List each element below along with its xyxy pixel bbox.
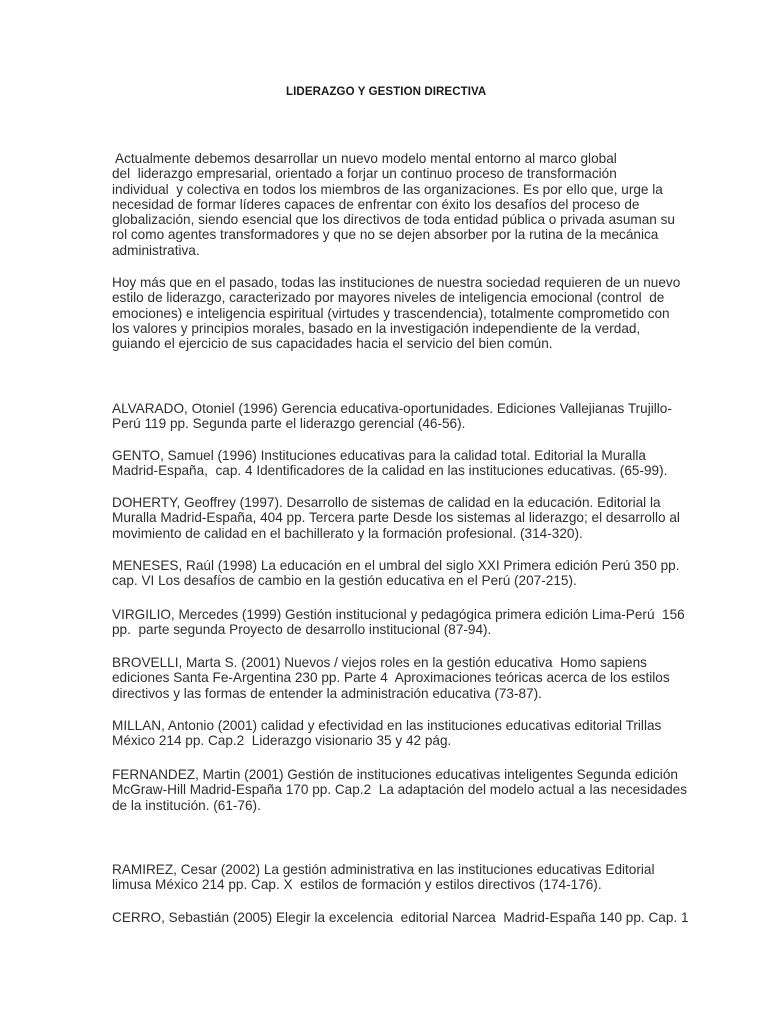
reference-entry [112,718,732,749]
text-line: VIRGILIO, Mercedes (1999) Gestión institucional y pedagógica primera edición Lima-Perú 156 [112,607,685,622]
reference-entry [112,448,732,479]
text-line: McGraw-Hill Madrid-España 170 pp. Cap.2 La adaptación del modelo actual a las necesidades [112,782,688,798]
text-line: pp. parte segunda Proyecto de desarrollo institucional (87-94). [112,622,492,638]
text-line: GENTO, Samuel (1996) Instituciones educativas para la calidad total. Editorial la Muralla [112,448,646,463]
text-line: cap. VI Los desafíos de cambio en la gestión educativa en el Perú (207-215). [112,573,577,589]
text-line: del liderazgo empresarial, orientado a forjar un continuo proceso de transformación [112,166,617,182]
reference-entry [112,607,732,638]
text-line: limusa México 214 pp. Cap. X estilos de formación y estilos directivos (174-176). [112,877,602,893]
text-line: Hoy más que en el pasado, todas las instituciones de nuestra sociedad requieren de un nuevo [112,275,681,290]
text-line: Actualmente debemos desarrollar un nuevo modelo mental entorno al marco global [112,151,617,166]
text-line: guiando el ejercicio de sus capacidades hacia el servicio del bien común. [112,336,553,352]
reference-entry [112,401,732,432]
second-paragraph [112,275,722,351]
text-line: MENESES, Raúl (1998) La educación en el umbral del siglo XXI Primera edición Perú 350 pp. [112,558,680,573]
text-line: RAMIREZ, Cesar (2002) La gestión administrativa en las instituciones educativas Editorial [112,862,655,877]
text-line: Perú 119 pp. Segunda parte el liderazgo gerencial (46-56). [112,416,466,432]
text-line: de la institución. (61-76). [112,797,261,813]
text-line: administrativa. [112,242,200,258]
text-line: individual y colectiva en todos los miembros de las organizaciones. Es por ello que, urge la [112,181,663,197]
document-title: LIDERAZGO Y GESTION DIRECTIVA [286,86,487,98]
reference-entry [112,910,732,925]
reference-entry [112,767,732,813]
text-line: DOHERTY, Geoffrey (1997). Desarrollo de sistemas de calidad en la educación. Editorial la [112,495,661,510]
text-line: globalización, siendo esencial que los directivos de toda entidad pública o privada asuman su [112,212,675,228]
text-line: México 214 pp. Cap.2 Liderazgo visionario 35 y 42 pág. [112,733,452,749]
text-line: emociones) e inteligencia espiritual (virtudes y trascendencia), totalmente comprometido con [112,305,670,321]
text-line: CERRO, Sebastián (2005) Elegir la excelencia editorial Narcea Madrid-España 140 pp. Cap. 1 [112,910,689,925]
text-line: ALVARADO, Otoniel (1996) Gerencia educativa-oportunidades. Ediciones Vallejianas Trujillo- [112,401,672,416]
reference-entry [112,862,732,893]
text-line: FERNANDEZ, Martin (2001) Gestión de instituciones educativas inteligentes Segunda edición [112,767,678,782]
text-line: Madrid-España, cap. 4 Identificadores de la calidad en las instituciones educativas. (65-99). [112,463,668,479]
text-line: BROVELLI, Marta S. (2001) Nuevos / viejos roles en la gestión educativa Homo sapiens [112,655,647,670]
text-line: rol como agentes transformadores y que no se dejen absorber por la rutina de la mecánica [112,227,659,243]
text-line: estilo de liderazgo, caracterizado por mayores niveles de inteligencia emocional (control de [112,290,665,306]
text-line: movimiento de calidad en el bachillerato y la formación profesional. (314-320). [112,525,583,541]
text-line: Muralla Madrid-España, 404 pp. Tercera parte Desde los sistemas al liderazgo; el desarrollo al [112,510,680,526]
text-line: los valores y principios morales, basado en la investigación independiente de la verdad, [112,320,641,336]
text-line: MILLAN, Antonio (2001) calidad y efectividad en las instituciones educativas editorial Trillas [112,718,662,733]
text-line: ediciones Santa Fe-Argentina 230 pp. Parte 4 Aproximaciones teóricas acerca de los estilos [112,670,670,686]
reference-entry [112,655,732,701]
text-line: necesidad de formar líderes capaces de enfrentar con éxito los desafíos del proceso de [112,196,640,212]
text-line: directivos y las formas de entender la administración educativa (73-87). [112,685,542,701]
intro-paragraph [112,151,722,258]
reference-entry [112,495,732,541]
reference-entry [112,558,732,589]
